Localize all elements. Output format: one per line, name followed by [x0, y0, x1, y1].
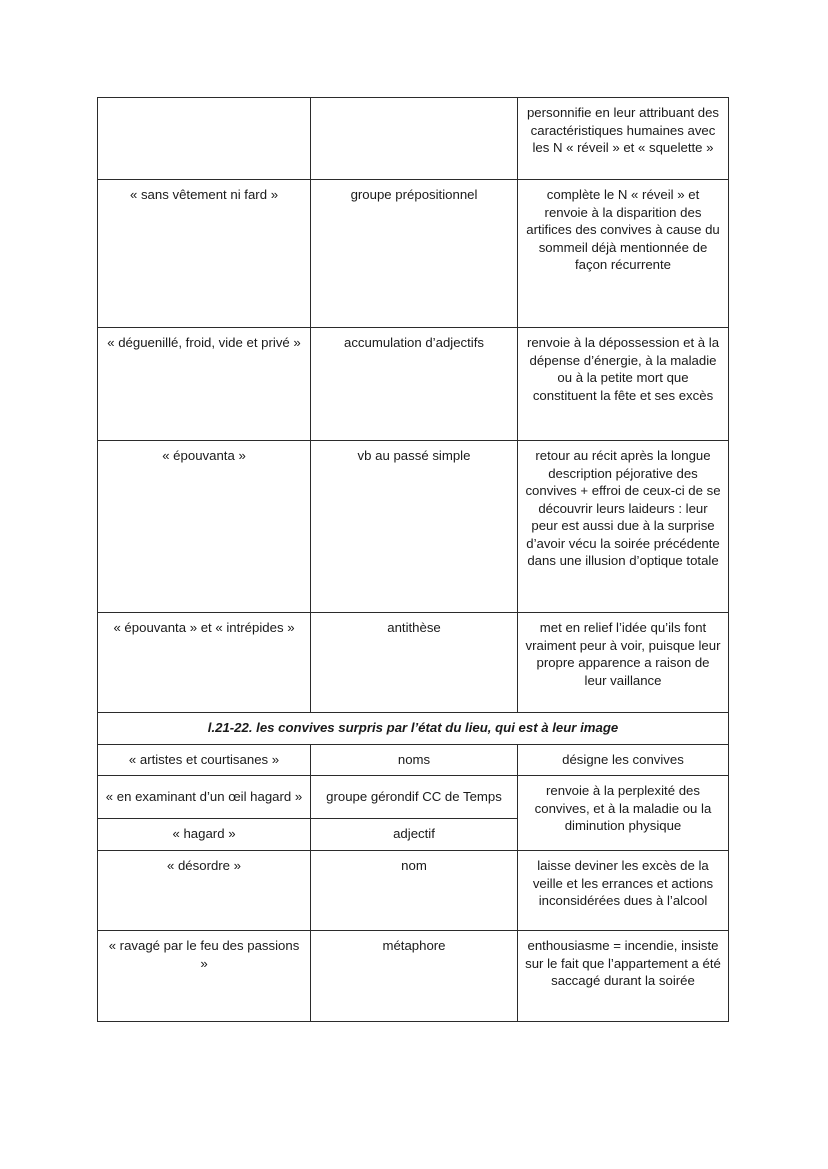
cell-interpretation: enthousiasme = incendie, insiste sur le fait que l’appartement a été saccagé durant la soirée	[518, 931, 729, 1022]
table-section-row	[98, 713, 729, 745]
cell-interpretation: laisse deviner les excès de la veille et les errances et actions inconsidérées dues à l’alcool	[518, 851, 729, 931]
table-row	[98, 931, 729, 1022]
table-row	[98, 328, 729, 441]
cell-citation: « artistes et courtisanes »	[98, 744, 311, 776]
section-heading: l.21-22. les convives surpris par l’état du lieu, qui est à leur image	[98, 713, 729, 745]
cell-interpretation: désigne les convives	[518, 744, 729, 776]
table-row	[98, 441, 729, 613]
cell-citation	[98, 98, 311, 180]
cell-interpretation: personnifie en leur attribuant des caractéristiques humaines avec les N « réveil » et « squelette »	[518, 98, 729, 180]
table-row	[98, 180, 729, 328]
cell-interpretation: complète le N « réveil » et renvoie à la disparition des artifices des convives à cause du sommeil déjà mentionnée de façon récurrente	[518, 180, 729, 328]
cell-citation: « désordre »	[98, 851, 311, 931]
table-row	[98, 613, 729, 713]
cell-procede: accumulation d’adjectifs	[311, 328, 518, 441]
cell-citation: « en examinant d’un œil hagard »	[98, 776, 311, 819]
cell-citation: « sans vêtement ni fard »	[98, 180, 311, 328]
cell-citation: « déguenillé, froid, vide et privé »	[98, 328, 311, 441]
cell-interpretation: renvoie à la perplexité des convives, et à la maladie ou la diminution physique	[518, 776, 729, 851]
cell-procede	[311, 98, 518, 180]
cell-procede: nom	[311, 851, 518, 931]
cell-citation: « hagard »	[98, 819, 311, 851]
table-row	[98, 851, 729, 931]
cell-procede: groupe gérondif CC de Temps	[311, 776, 518, 819]
cell-interpretation: renvoie à la dépossession et à la dépense d’énergie, à la maladie ou à la petite mort que constituent la fête et ses excès	[518, 328, 729, 441]
table-body	[98, 98, 729, 1022]
cell-procede: groupe prépositionnel	[311, 180, 518, 328]
table-row	[98, 744, 729, 776]
cell-citation: « ravagé par le feu des passions »	[98, 931, 311, 1022]
cell-procede: métaphore	[311, 931, 518, 1022]
table-row	[98, 776, 729, 819]
analysis-table-container	[97, 97, 728, 1022]
cell-procede: antithèse	[311, 613, 518, 713]
cell-interpretation: retour au récit après la longue description péjorative des convives + effroi de ceux-ci de se découvrir leurs laideurs : leur peur est aussi due à la surprise d’avoir vécu la soirée précédente dans une illusion d’optique totale	[518, 441, 729, 613]
cell-procede: noms	[311, 744, 518, 776]
table-row	[98, 98, 729, 180]
text-analysis-table	[97, 97, 729, 1022]
cell-interpretation: met en relief l’idée qu’ils font vraiment peur à voir, puisque leur propre apparence a raison de leur vaillance	[518, 613, 729, 713]
cell-procede: vb au passé simple	[311, 441, 518, 613]
cell-citation: « épouvanta »	[98, 441, 311, 613]
cell-citation: « épouvanta » et « intrépides »	[98, 613, 311, 713]
cell-procede: adjectif	[311, 819, 518, 851]
